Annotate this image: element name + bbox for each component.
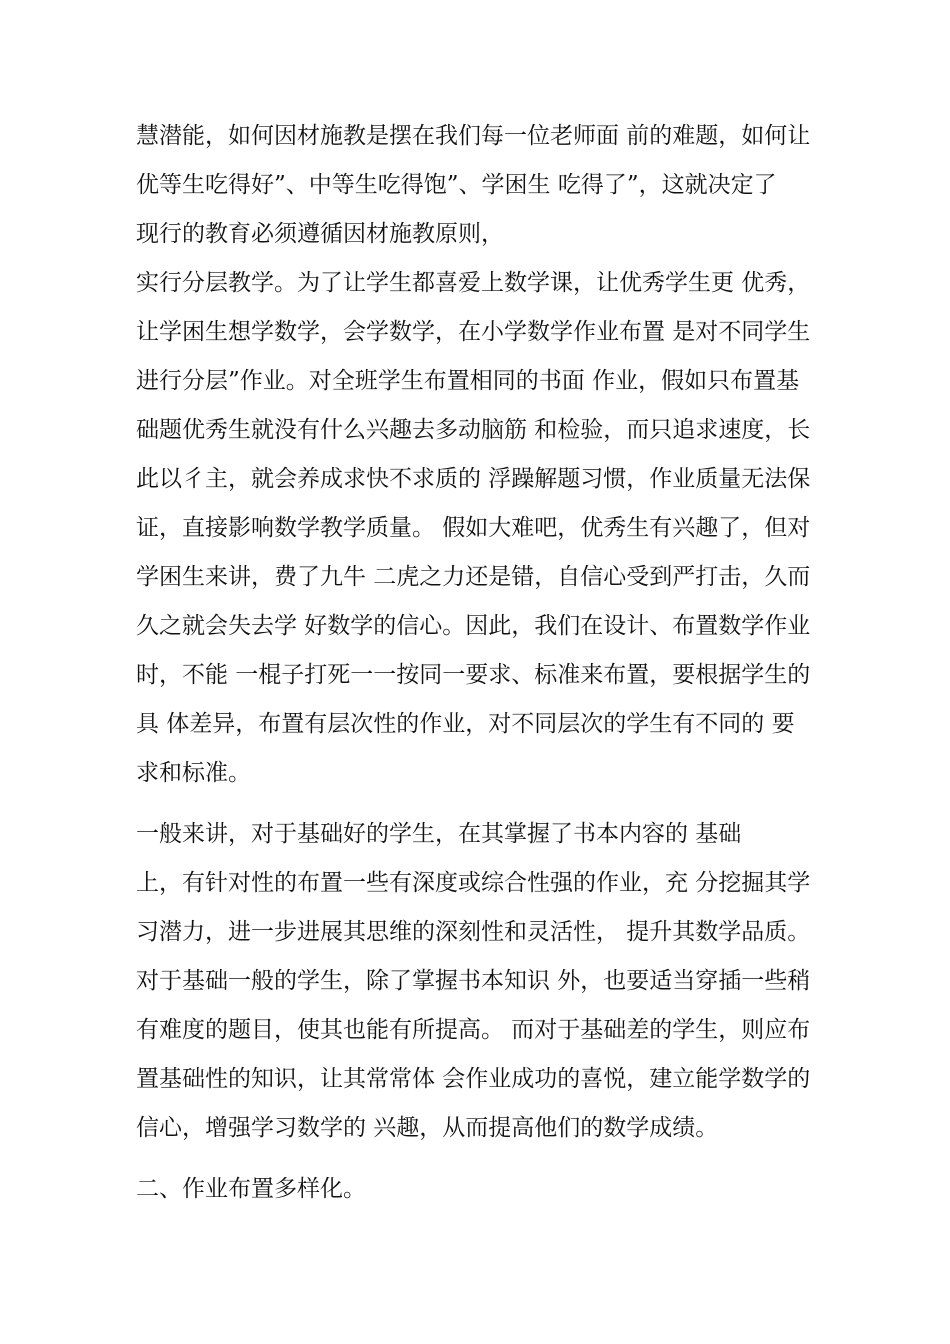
text-line: 信心，增强学习数学的 兴趣，从而提高他们的数学成绩。: [136, 1115, 719, 1141]
text-line: 实行分层教学。为了让学生都喜爱上数学课，让优秀学生更 优秀，: [136, 270, 811, 296]
text-line: 置基础性的知识，让其常常体 会作业成功的喜悦，建立能学数学的: [136, 1066, 811, 1092]
text-line: 具 体差异，布置有层次性的作业，对不同层次的学生有不同的 要: [136, 711, 795, 737]
body-text: [136, 112, 836, 1214]
text-line: 慧潜能，如何因材施教是摆在我们每一位老师面 前的难题，如何让: [136, 123, 811, 149]
paragraph-gap: [136, 1153, 836, 1165]
text-line: 证，直接影响数学教学质量。 假如大难吧，优秀生有兴趣了，但对: [136, 515, 811, 541]
text-line: 优等生吃得好”、中等生吃得饱”、学困生 吃得了”，这就决定了: [136, 172, 777, 198]
text-line: 习潜力，进一步进展其思维的深刻性和灵活性， 提升其数学品质。: [136, 919, 811, 945]
text-line: 一般来讲，对于基础好的学生，在其掌握了书本内容的 基础: [136, 821, 742, 847]
text-line: 进行分层”作业。对全班学生布置相同的书面 作业，假如只布置基: [136, 368, 800, 394]
text-line: 对于基础一般的学生，除了掌握书本知识 外，也要适当穿插一些稍: [136, 968, 811, 994]
text-line: 久之就会失去学 好数学的信心。因此，我们在设计、布置数学作业: [136, 613, 811, 639]
section-heading: 二、作业布置多样化。: [136, 1176, 366, 1202]
text-line: 有难度的题目，使其也能有所提高。 而对于基础差的学生，则应布: [136, 1017, 811, 1043]
text-line: 让学困生想学数学，会学数学，在小学数学作业布置 是对不同学生: [136, 319, 811, 345]
text-line: 现行的教育必须遵循因材施教原则，: [136, 221, 504, 247]
text-line: 学困生来讲，费了九牛 二虎之力还是错，自信心受到严打击，久而: [136, 564, 811, 590]
text-line: 此以彳主，就会养成求快不求质的 浮躁解题习惯，作业质量无法保: [136, 466, 811, 492]
paragraph-gap: [136, 798, 836, 810]
text-line: 础题优秀生就没有什么兴趣去多动脑筋 和检验，而只追求速度，长: [136, 417, 811, 443]
text-line: 上，有针对性的布置一些有深度或综合性强的作业，充 分挖掘其学: [136, 870, 811, 896]
text-line: 时，不能 一棍子打死一一按同一要求、标准来布置，要根据学生的: [136, 662, 811, 688]
text-line: 求和标准。: [136, 760, 251, 786]
